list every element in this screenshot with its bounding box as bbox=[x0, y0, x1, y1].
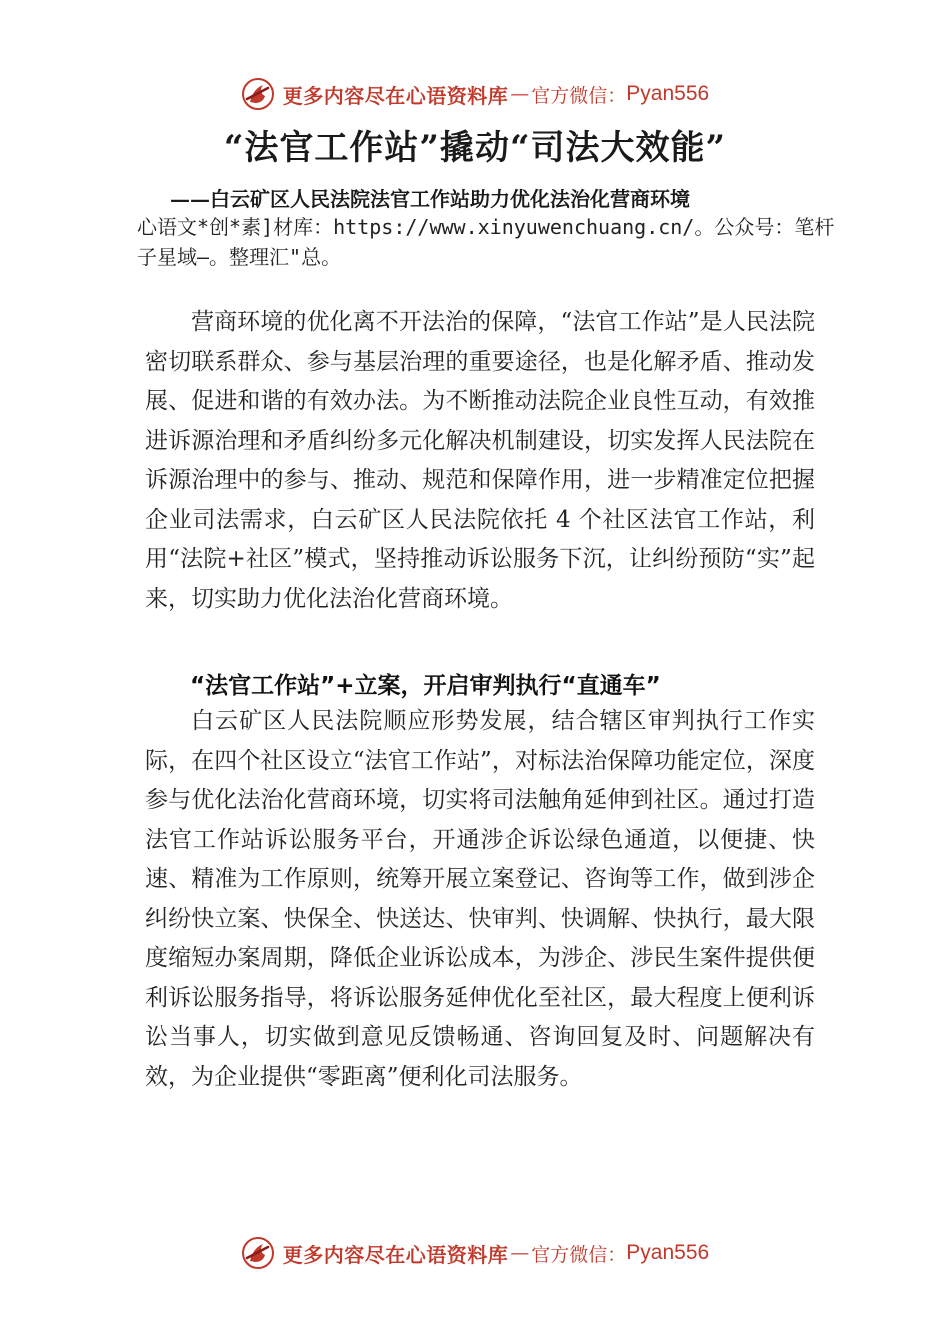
watermark-wechat-label: 官方微信： bbox=[531, 84, 627, 107]
watermark-account: Pyan556 bbox=[626, 1241, 710, 1264]
section-heading: “法官工作站”+立案，开启审判执行“直通车” bbox=[190, 673, 661, 699]
header-watermark bbox=[0, 74, 950, 114]
watermark-wechat-label: 官方微信： bbox=[531, 1243, 627, 1266]
intro-paragraph: 营商环境的优化离不开法治的保障，“法官工作站”是人民法院密切联系群众、参与基层治理的重要途径，也是化解矛盾、推动发展、促进和谐的有效办法。为不断推动法院企业良性互动，有效推进诉源治理和矛盾纠纷多元化解决机制建设，切实发挥人民法院在诉源治理中的参与、推动、规范和保障作用，进一步精准定位把握企业司法需求，白云矿区人民法院依托 4 个社区法官工作站，利用“法院+社区”模式，坚持推动诉讼服务下沉，让纠纷预防“实”起来，切实助力优化法治化营商环境。 bbox=[145, 309, 815, 612]
flame-logo-icon bbox=[241, 1236, 275, 1270]
watermark-account: Pyan556 bbox=[626, 82, 710, 105]
watermark-brand: 更多内容尽在心语资料库 bbox=[282, 1242, 509, 1267]
document-title: “法官工作站”撬动“司法大效能” bbox=[223, 128, 727, 168]
document-subtitle: ——白云矿区人民法院法官工作站助力优化法治化营商环境 bbox=[170, 187, 690, 211]
watermark-brand: 更多内容尽在心语资料库 bbox=[282, 83, 509, 108]
watermark-separator: — bbox=[510, 83, 530, 105]
section-paragraph: 白云矿区人民法院顺应形势发展，结合辖区审判执行工作实际，在四个社区设立“法官工作站”，对标法治保障功能定位，深度参与优化法治化营商环境，切实将司法触角延伸到社区。通过打造法官工作站诉讼服务平台，开通涉企诉讼绿色通道，以便捷、快速、精准为工作原则，统筹开展立案登记、咨询等工作，做到涉企纠纷快立案、快保全、快送达、快审判、快调解、快执行，最大限度缩短办案周期，降低企业诉讼成本，为涉企、涉民生案件提供便利诉讼服务指导，将诉讼服务延伸优化至社区，最大程度上便利诉讼当事人，切实做到意见反馈畅通、咨询回复及时、问题解决有效，为企业提供“零距离”便利化司法服务。 bbox=[145, 708, 815, 1090]
source-line: 心语文*创*素]材库：https://www.xinyuwenchuang.cn/。公众号：笔杆子星域—。整理汇"总。 bbox=[137, 215, 835, 269]
watermark-separator: — bbox=[510, 1242, 530, 1264]
footer-watermark bbox=[0, 1233, 950, 1273]
flame-logo-icon bbox=[241, 77, 275, 111]
